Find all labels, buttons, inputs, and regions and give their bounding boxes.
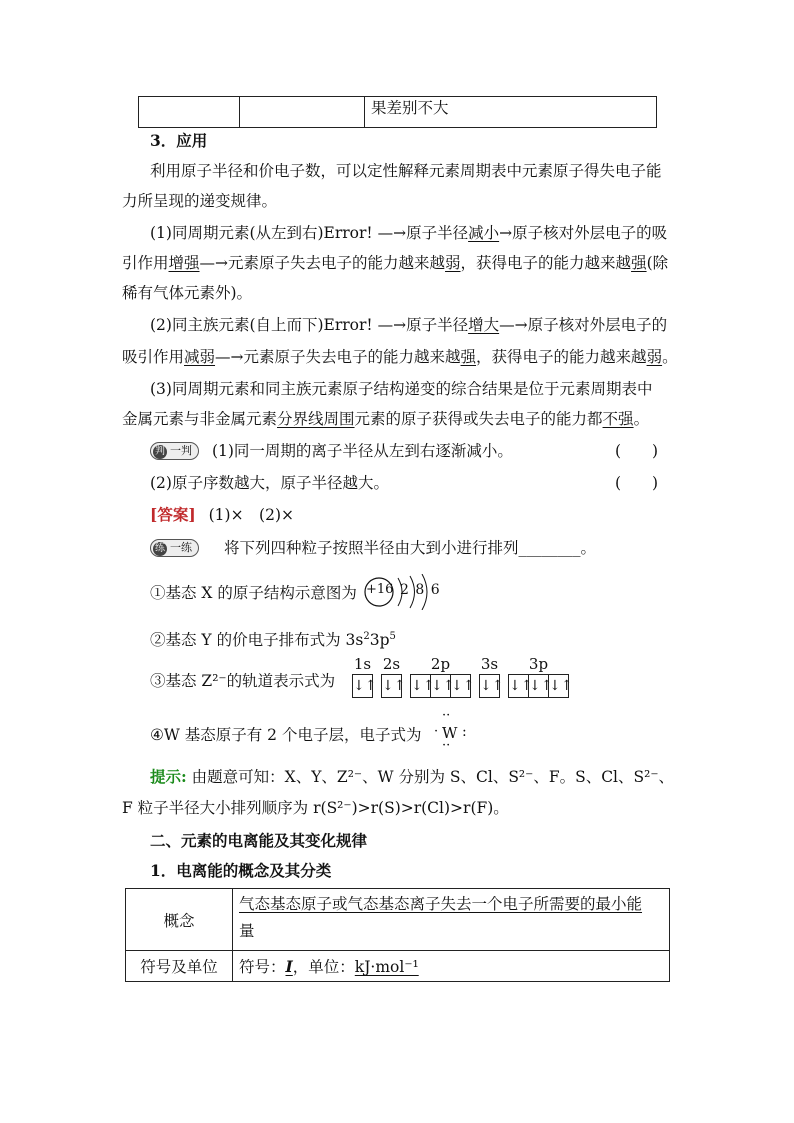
electron-dot-formula [436, 708, 476, 758]
practice-item-3: ③基态 Z²⁻的轨道表示式为 [150, 672, 336, 690]
ionization-energy-table [125, 888, 670, 982]
table2-concept-value: 气态基态原子或气态基态离子失去一个电子所需要的最小能 量 [233, 889, 670, 951]
practice-item-4: ④W 基态原子有 2 个电子层，电子式为 [150, 726, 422, 744]
dots-bottom: ·· [442, 738, 451, 753]
answer-blank: 不强 [602, 410, 634, 428]
orbital-box: ↓↑ [381, 674, 402, 698]
top-table-cell-2 [240, 97, 365, 128]
arrow-bracket-icon: — [215, 348, 231, 366]
arrow-bracket-icon: — [199, 254, 216, 272]
judge-badge: 判 一判 [150, 442, 199, 460]
subsection-1-heading: 1．电离能的概念及其分类 [150, 861, 332, 880]
top-table [138, 96, 657, 128]
practice-item-1: ①基态 X 的原子结构示意图为 [150, 584, 357, 602]
orbital-diagram [344, 654, 573, 704]
judge-question-2: (2)原子序数越大，原子半径越大。 [150, 474, 389, 492]
orbital-label: 2p [430, 655, 451, 673]
paragraph-3-line-1: (3)同周期元素和同主族元素原子结构递变的综合结果是位于元素周期表中 [150, 380, 653, 398]
dot-right-colon: : [462, 724, 467, 740]
orbital-box: ↓↑ [479, 674, 500, 698]
answer-blank: 弱 [445, 254, 461, 272]
nucleus-charge: +16 [366, 582, 394, 597]
dot-left: · [434, 724, 439, 739]
practice-prompt: 练 一练 将下列四种粒子按照半径由大到小进行排列________。 [150, 537, 596, 559]
judge-paren-2: ( ) [615, 474, 659, 492]
orbital-group-1s [352, 654, 377, 698]
answer-blank: 强 [631, 254, 647, 272]
answer-blank: 强 [460, 348, 477, 366]
intro-line-1: 利用原子半径和价电子数，可以定性解释元素周期表中元素原子得失电子能 [150, 162, 662, 180]
paragraph-1-line-3: 稀有气体元素外)。 [122, 284, 253, 302]
w-symbol: W [442, 724, 458, 742]
top-table-cell-3: 果差别不大 [365, 97, 657, 128]
orbital-box: ↓↑ [549, 674, 569, 698]
paragraph-3-line-2: 金属元素与非金属元素分界线周围元素的原子获得或失去电子的能力都不强。 [122, 410, 650, 428]
judge-question-1: 判 一判 (1)同一周期的离子半径从左到右逐渐减小。 [150, 440, 513, 462]
arrow-bracket-icon: — [377, 224, 394, 242]
answer-blank: 分界线周围 [277, 410, 355, 428]
dots-top: ·· [442, 708, 451, 723]
table2-symbol-label: 符号及单位 [126, 951, 233, 982]
table2-concept-label: 概念 [126, 889, 233, 951]
orbital-group-2p [410, 654, 475, 698]
section-3-heading: 3．应用 [150, 131, 208, 150]
orbital-box: ↓↑ [352, 674, 373, 698]
paragraph-2-line-1: (2)同主族元素(自上而下)Error! —→原子半径增大—→原子核对外层电子的 [150, 316, 668, 334]
orbital-box: ↓↑ [431, 674, 451, 698]
orbital-box: ↓↑ [529, 674, 549, 698]
judge-paren-1: ( ) [615, 442, 659, 460]
paragraph-1-line-2: 引作用增强—→元素原子失去电子的能力越来越弱，获得电子的能力越来越强(除 [122, 254, 669, 272]
answer-blank: 减弱 [184, 348, 216, 366]
section-2-heading: 二、元素的电离能及其变化规律 [150, 831, 368, 850]
arrow-bracket-icon: — [499, 316, 515, 334]
orbital-box: ↓↑ [451, 674, 471, 698]
intro-line-2: 力所呈现的递变规律。 [122, 192, 278, 210]
practice-badge: 练 一练 [150, 539, 199, 557]
orbital-label: 3p [528, 655, 549, 673]
orbital-group-3s [479, 654, 504, 698]
hint-line-1: 提示: 由题意可知：X、Y、Z²⁻、W 分别为 S、Cl、S²⁻、F。S、Cl、S²⁻、 [150, 767, 675, 786]
orbital-label: 3s [480, 655, 499, 673]
orbital-group-3p [508, 654, 573, 698]
answer-blank: 减小 [468, 224, 500, 242]
atomic-structure-diagram [362, 574, 442, 610]
paragraph-1-line-1: (1)同周期元素(从左到右)Error! —→原子半径减小→原子核对外层电子的吸 [150, 224, 668, 242]
orbital-label: 2s [382, 655, 401, 673]
answer-blank: 增强 [168, 254, 200, 272]
orbital-group-2s [381, 654, 406, 698]
orbital-label: 1s [353, 655, 372, 673]
top-table-cell-1 [139, 97, 240, 128]
orbital-box: ↓↑ [410, 674, 431, 698]
answer-blank: 弱 [646, 348, 663, 366]
practice-item-2: ②基态 Y 的价电子排布式为 $3s^23p^5$ [150, 631, 396, 650]
answer-blank: 增大 [468, 316, 500, 334]
hint-line-2: F 粒子半径大小排列顺序为 r(S²⁻)>r(S)>r(Cl)>r(F)。 [122, 799, 509, 817]
table2-symbol-value: 符号：I，单位：kJ·mol⁻¹ [233, 951, 670, 982]
arrow-bracket-icon: — [377, 316, 394, 334]
electron-shells: 2 8 6 [400, 582, 440, 598]
paragraph-2-line-2: 吸引作用减弱—→元素原子失去电子的能力越来越强，获得电子的能力越来越弱。 [122, 348, 678, 366]
orbital-box: ↓↑ [508, 674, 529, 698]
judge-answer: [答案] (1)× (2)× [150, 505, 294, 524]
